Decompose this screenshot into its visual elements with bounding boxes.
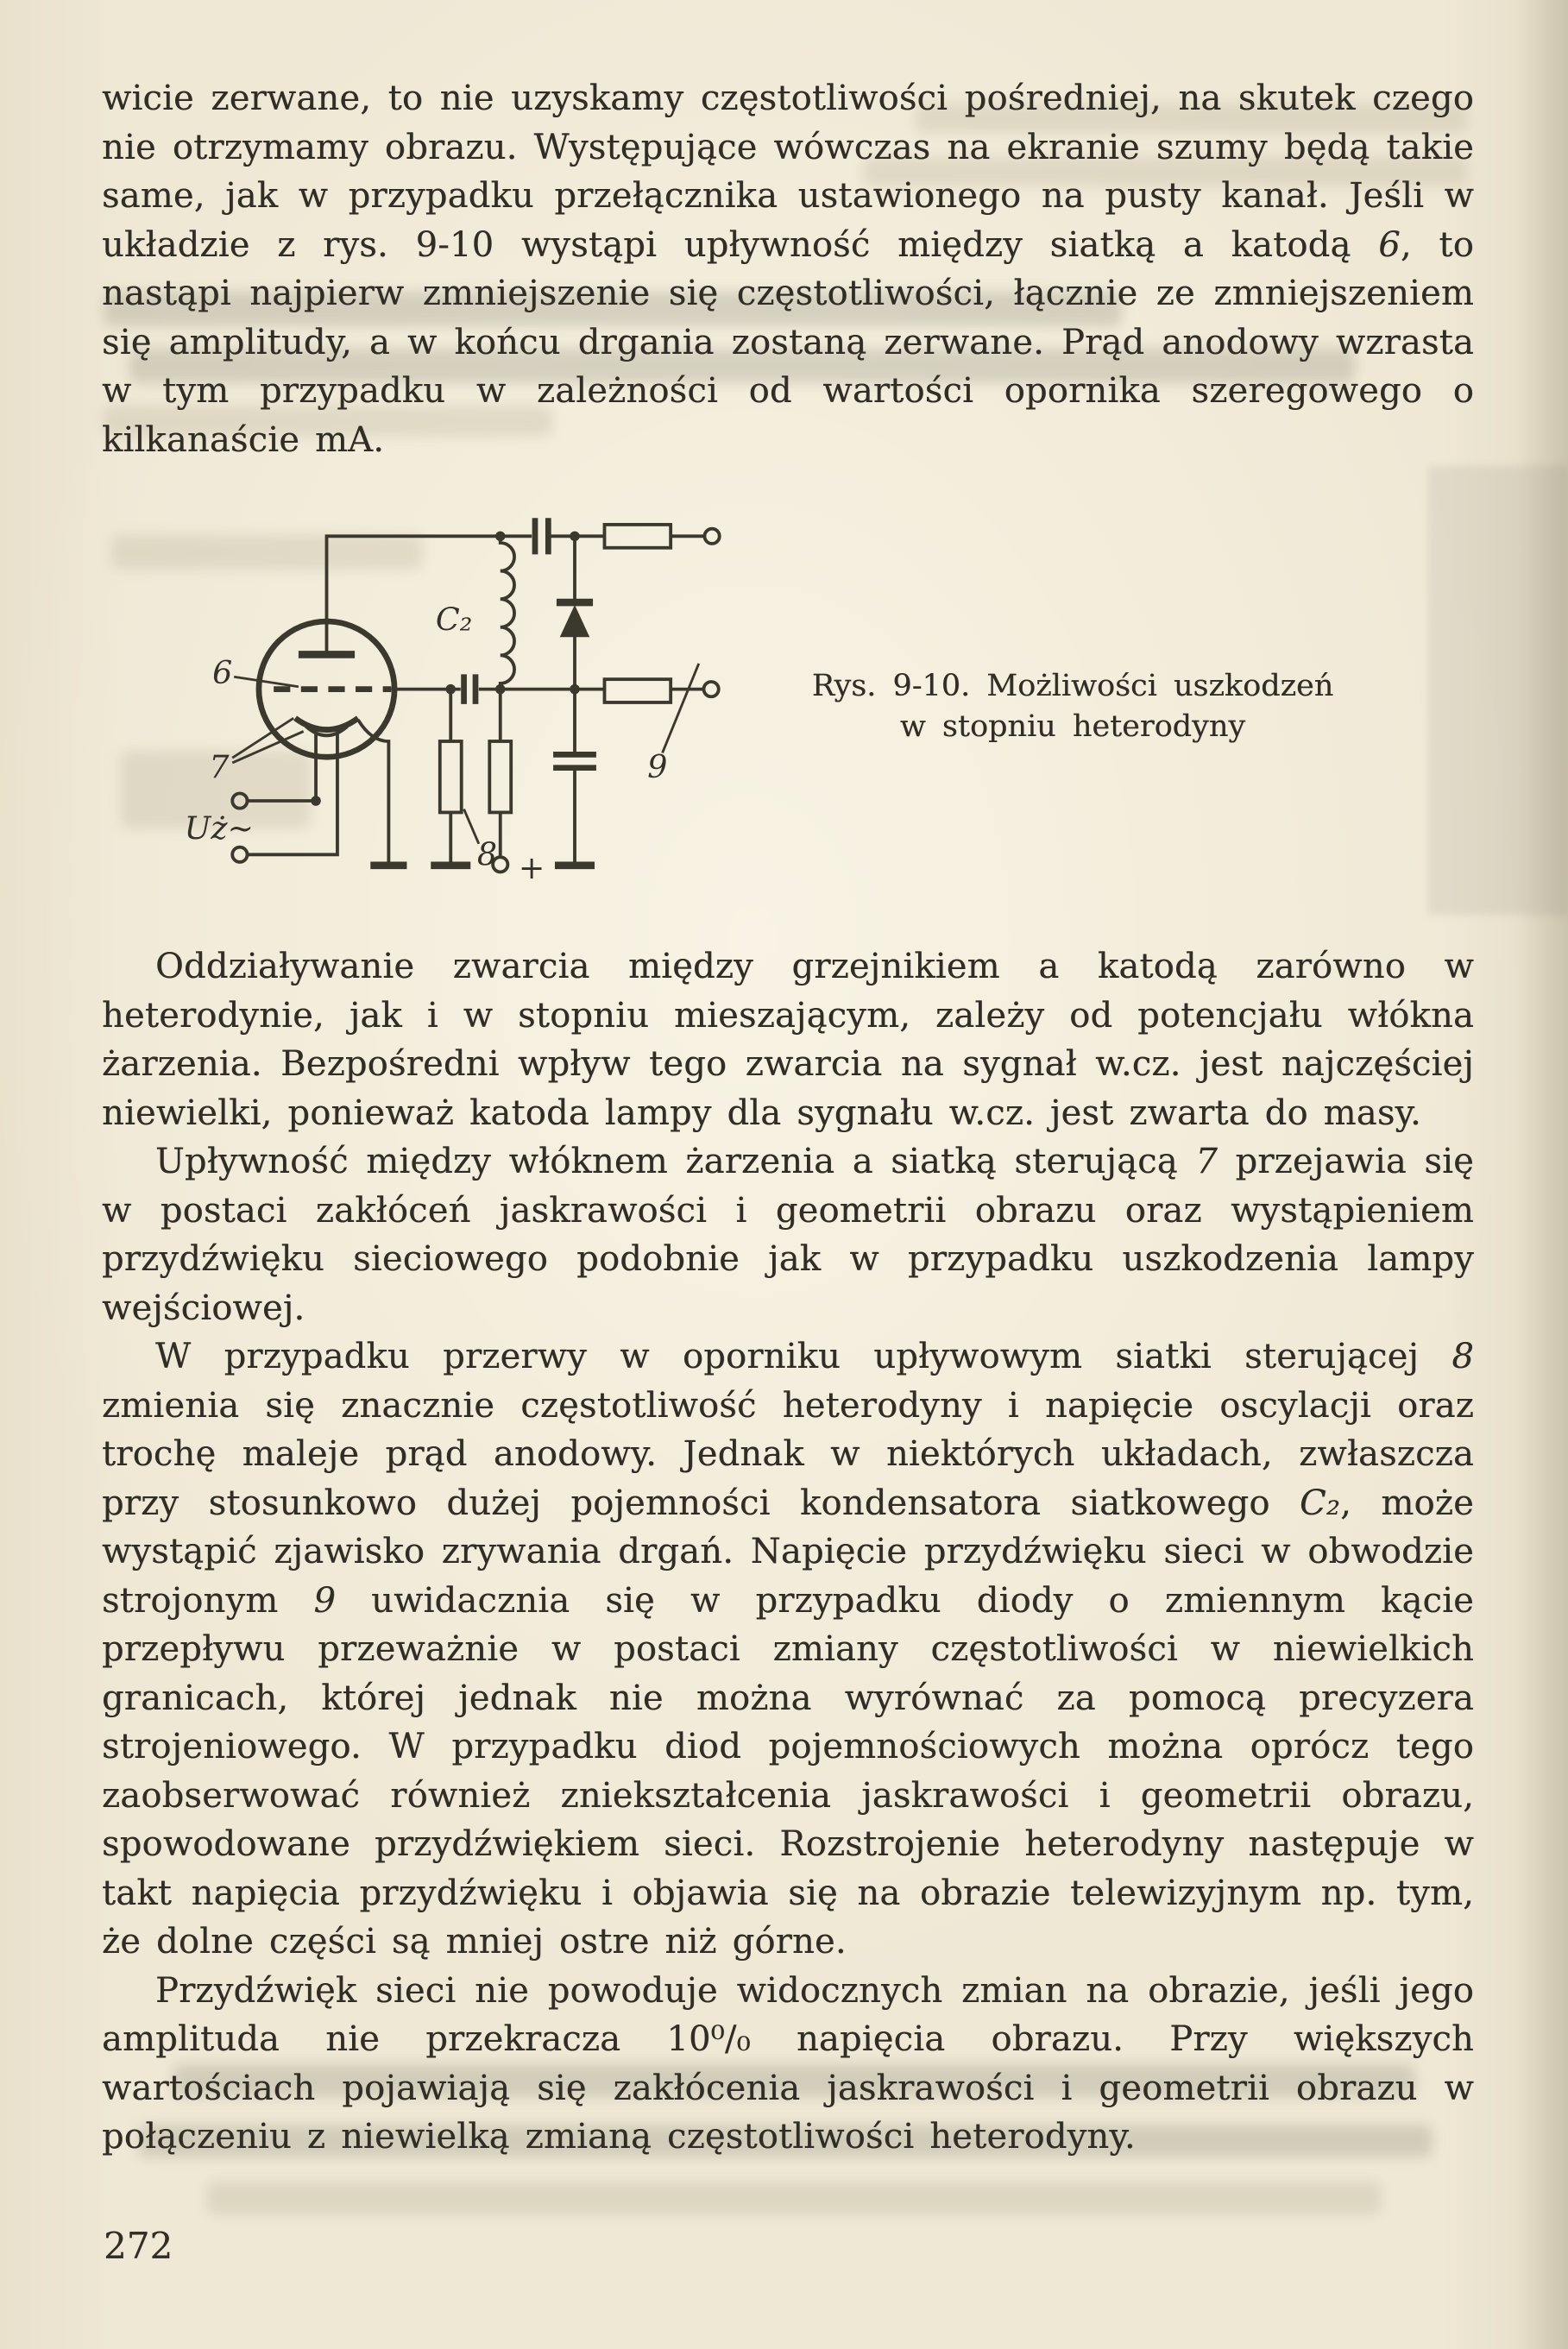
output-terminal-top (704, 529, 719, 544)
oscillator-coil-icon (501, 536, 514, 689)
junction-dot (570, 684, 580, 695)
page-edge-shadow (1516, 0, 1568, 2349)
coupling-capacitor-icon (535, 518, 548, 554)
paragraph: wicie zerwane, to nie uzyskamy częstotliwości pośredniej, na skutek czego nie otrzymamy obrazu. Występujące wówczas na ekranie szumy będą takie same, jak w przypadku przełącznika ustawionego na pusty kanał. Jeśli w układzie z rys. 9-10 wystąpi upływność między siatką a katodą 6, to nastąpi najpierw zmniejszenie się częstotliwości, łącznie ze zmniejszeniem się amplitudy, a w końcu drgania zostaną zerwane. Prąd anodowy wzrasta w tym przypadku w zależności od wartości opornika szeregowego o kilkanaście mA. (102, 79, 1474, 460)
grid-capacitor-icon (464, 674, 475, 704)
heterodyne-circuit-diagram (178, 478, 773, 925)
junction-dot (570, 532, 580, 542)
figure-9-10 (102, 478, 1474, 920)
supply-resistor-icon (489, 741, 511, 812)
filament-voltage-label: Uż~ (184, 809, 255, 847)
text-column (102, 74, 1474, 2162)
page-number: 272 (104, 2225, 173, 2267)
paragraph: Oddziaływanie zwarcia między grzejnikiem a katodą zarówno w heterodynie, jak i w stopniu mieszającym, zależy od potencjału włókna żarzenia. Bezpośredni wpływ tego zwarcia na sygnał w.cz. jest najczęściej niewielki, ponieważ katoda lampy dla sygnału w.cz. jest zwarta do masy. (102, 947, 1474, 1133)
junction-dot (495, 684, 506, 695)
junction-dot (495, 532, 506, 542)
tuned-circuit-leader-line (663, 664, 699, 753)
filament-terminal (232, 847, 247, 862)
output-terminal-mid (704, 682, 719, 696)
junction-dot (446, 684, 457, 695)
grid-leader-line (234, 677, 299, 687)
grid-resistor-label: 8 (476, 835, 498, 873)
figure-caption-line1: Rys. 9-10. Możliwości uszkodzeń (811, 669, 1334, 703)
cathode-electrode (295, 718, 358, 729)
filament-terminal (232, 793, 247, 808)
bypass-capacitor-icon (553, 754, 596, 767)
series-resistor-icon (605, 525, 671, 548)
junction-dot (311, 796, 321, 806)
grid-label: 6 (212, 653, 233, 691)
tuned-circuit-resistor-icon (605, 679, 671, 702)
figure-caption (773, 478, 1474, 747)
paragraph: W przypadku przerwy w oporniku upływowym siatki sterującej 8 zmienia się znacznie częstotliwość heterodyny i napięcie oscylacji oraz trochę maleje prąd anodowy. Jednak w niektórych układach, zwłaszcza przy stosunkowo dużej pojemności kondensatora siatkowego C₂, może wystąpić zjawisko zrywania drgań. Napięcie przydźwięku sieci w obwodzie strojonym 9 uwidacznia się w przypadku diody o zmiennym kącie przepływu przeważnie w postaci zmiany częstotliwości w niewielkich granicach, której jednak nie można wyrównać za pomocą precyzera strojeniowego. W przypadku diod pojemnościowych można oprócz tego zaobserwować również zniekształcenia jaskrawości i geometrii obrazu, spowodowane przydźwiękiem sieci. Rozstrojenie heterodyny następuje w takt napięcia przydźwięku i objawia się na obrazie telewizyjnym np. tym, że dolne części są mniej ostre niż górne. (102, 1337, 1474, 1962)
figure-caption-line2: w stopniu heterodyny (899, 709, 1246, 744)
grid-leak-resistor-icon (440, 741, 462, 812)
paragraph: Upływność między włóknem żarzenia a siatką sterującą 7 przejawia się w postaci zakłóceń jaskrawości i geometrii obrazu oraz wystąpieniem przydźwięku sieciowego podobnie jak w przypadku uszkodzenia lampy wejściowej. (102, 1142, 1474, 1328)
bleedthrough-mark (207, 2182, 1381, 2214)
grid-capacitor-label: C₂ (435, 601, 473, 639)
cathode-label: 7 (209, 748, 230, 786)
supply-plus-label: + (518, 849, 545, 887)
paragraph: Przydźwięk sieci nie powoduje widocznych zmian na obrazie, jeśli jego amplituda nie przekracza 10⁰/₀ napięcia obrazu. Przy większych wartościach pojawiają się zakłócenia jaskrawości i geometrii obrazu w połączeniu z niewielką zmianą częstotliwości heterodyny. (102, 1970, 1474, 2157)
diode-icon (560, 605, 590, 637)
tuned-circuit-label: 9 (647, 748, 668, 786)
